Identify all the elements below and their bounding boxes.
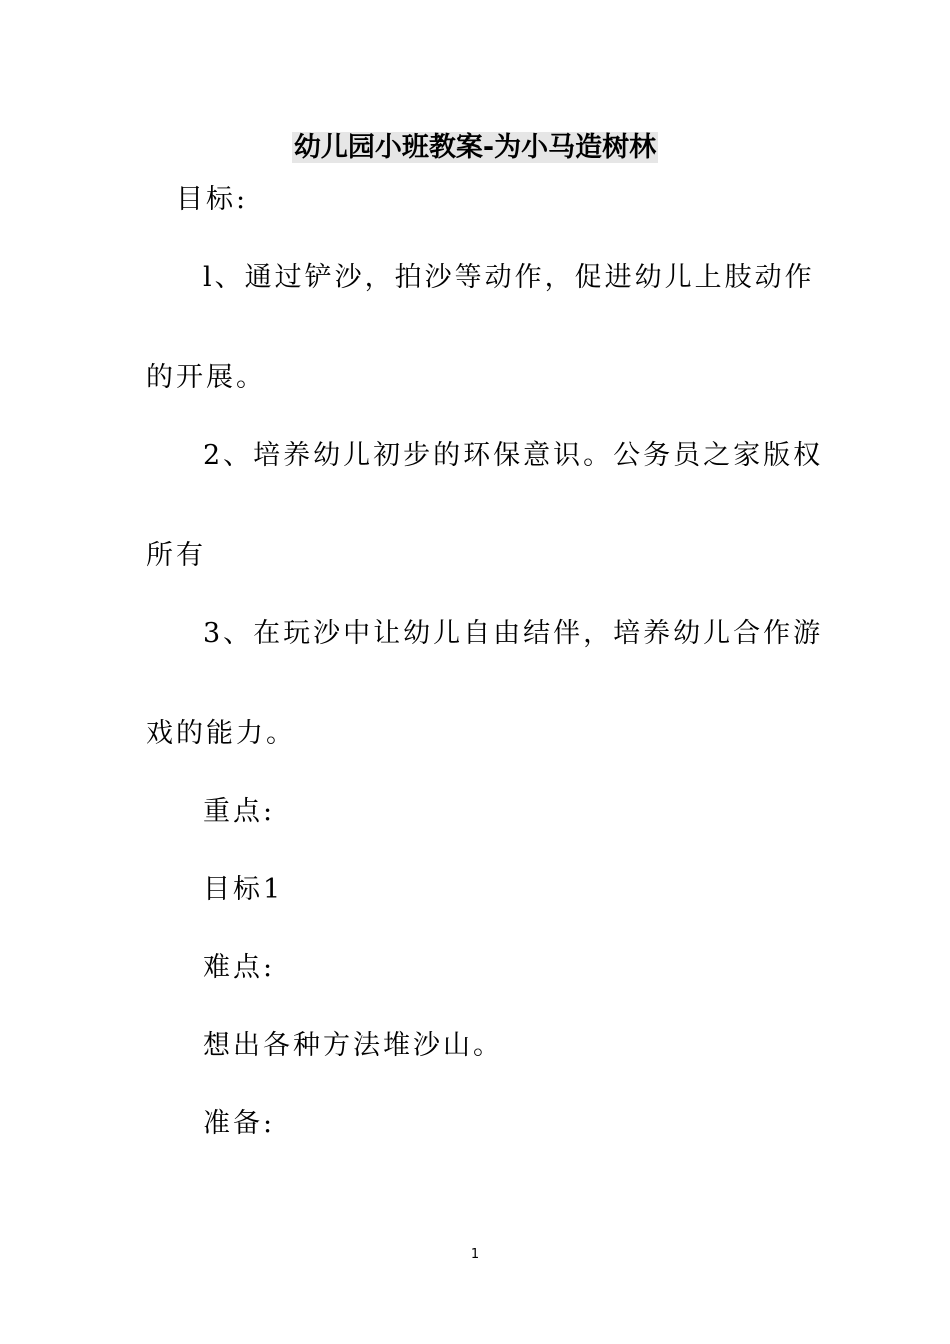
key-point-heading: 重点: xyxy=(203,796,276,827)
key-point-text: 目标1 xyxy=(203,874,284,905)
document-title xyxy=(0,128,950,168)
goal-1-line-1: l、通过铲沙，拍沙等动作，促进幼儿上肢动作 xyxy=(203,262,815,293)
difficulty-text: 想出各种方法堆沙山。 xyxy=(203,1030,503,1061)
page-number: 1 xyxy=(470,1247,480,1262)
difficulty-heading: 难点: xyxy=(203,952,276,983)
goal-heading: 目标: xyxy=(176,184,249,215)
preparation-heading: 准备: xyxy=(203,1108,276,1139)
goal-3-line-1: 3、在玩沙中让幼儿自由结伴，培养幼儿合作游 xyxy=(203,618,824,649)
goal-2-line-1: 2、培养幼儿初步的环保意识。公务员之家版权 xyxy=(203,440,824,471)
goal-1-line-2: 的开展。 xyxy=(146,362,266,393)
goal-2-line-2: 所有 xyxy=(146,540,206,571)
document-title-text: 幼儿园小班教案-为小马造树林 xyxy=(293,132,657,163)
goal-3-line-2: 戏的能力。 xyxy=(146,718,296,749)
